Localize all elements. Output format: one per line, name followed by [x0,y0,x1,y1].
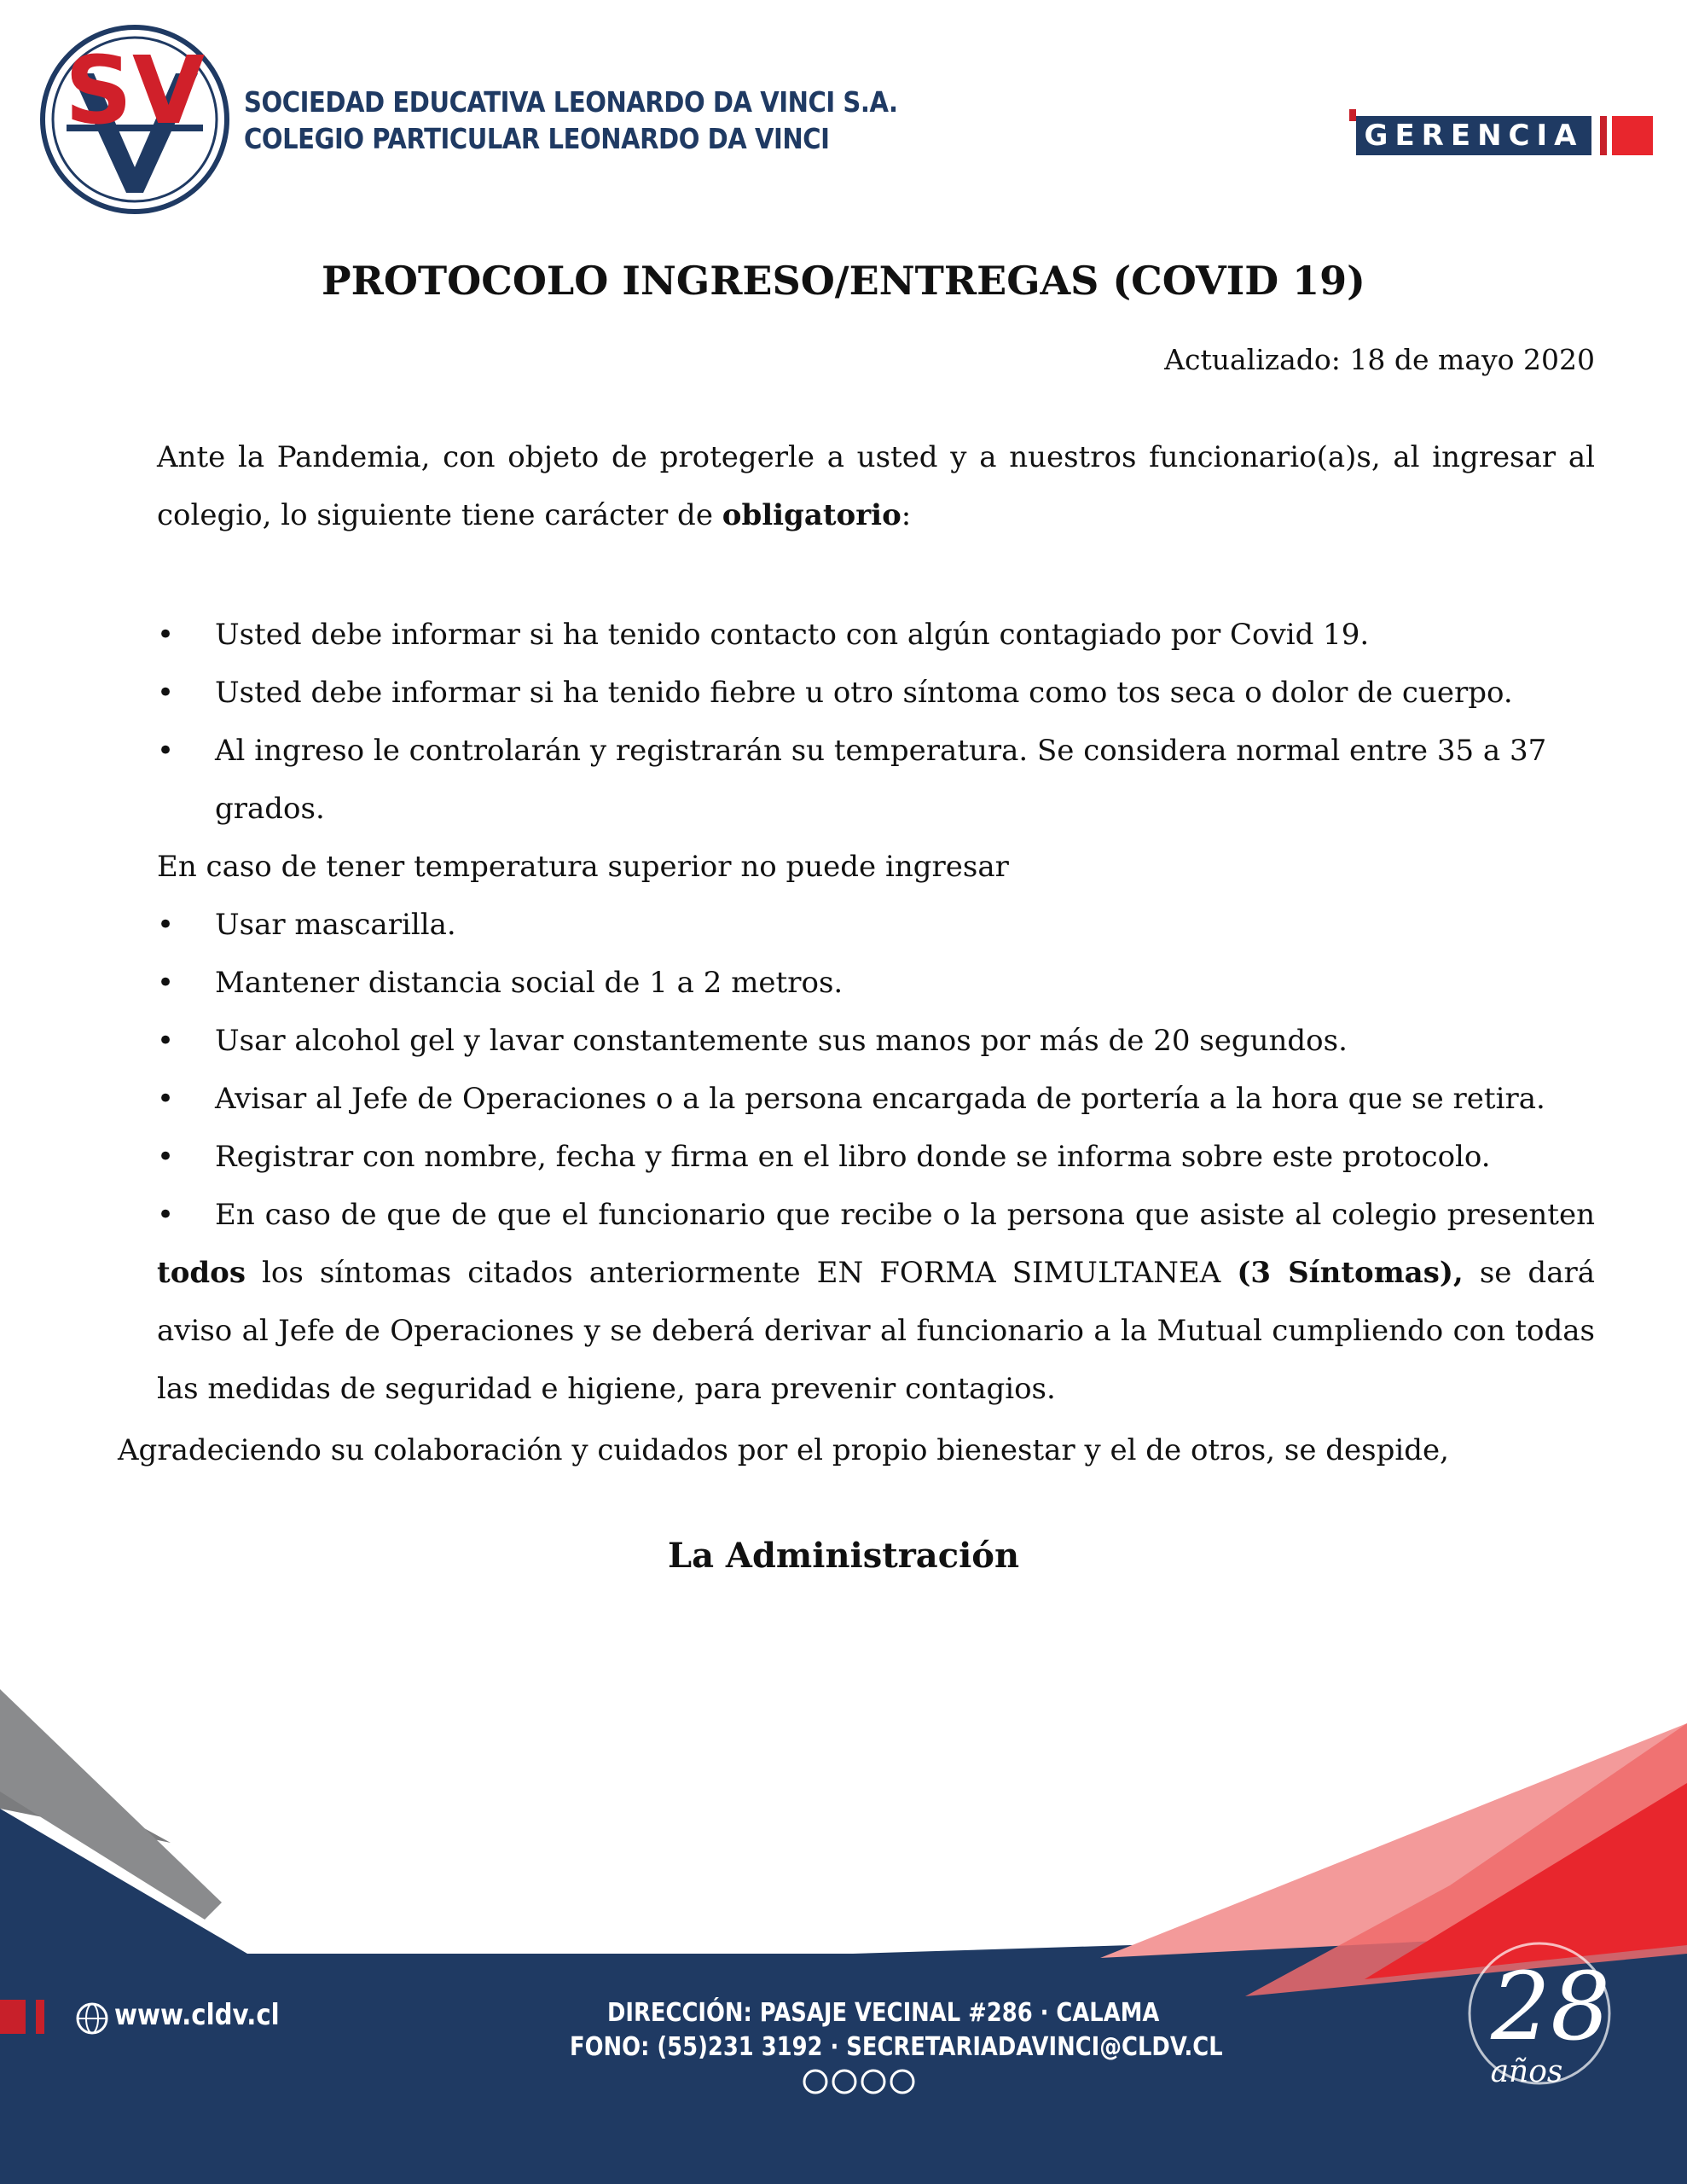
globe-icon [75,2001,109,2036]
anniversary-badge [1441,1938,1638,2092]
list-item [157,1128,1595,1186]
list-item [157,1070,1595,1128]
facebook-icon [804,2071,826,2093]
closing-text: Agradeciendo su colaboración y cuidados por el propio bienestar y el de otros, se despide, [118,1433,1449,1467]
bullet-text: Mantener distancia social de 1 a 2 metros. [215,966,844,1000]
instagram-icon [833,2071,855,2093]
twitter-icon [862,2071,884,2093]
school-logo [38,22,232,217]
website-link[interactable]: www.cldv.cl [114,1998,280,2032]
bullet-text: Al ingreso le controlarán y registrarán su temperatura. Se considera normal entre 35 a 37 grados. [215,734,1547,826]
list-item [157,1012,1595,1070]
bullet-dot: • [157,618,175,652]
bullet-text: Usted debe informar si ha tenido contacto con algún contagiado por Covid 19. [215,618,1370,652]
intro-paragraph [157,428,1595,544]
list-item [157,954,1595,1012]
symptoms-text-1: En caso de que de que el funcionario que recibe o la persona que asiste al colegio presenten [215,1198,1595,1232]
badge-label: GERENCIA [1356,116,1591,155]
bullet-text: Registrar con nombre, fecha y firma en el libro donde se informa sobre este protocolo. [215,1140,1491,1174]
intro-text: Ante la Pandemia, con objeto de protegerle a usted y a nuestros funcionario(a)s, al ingresar al colegio, lo siguiente tiene carácter de [157,440,1595,532]
logo-letters: SV [64,36,206,145]
bullet-text: Usted debe informar si ha tenido fiebre u otro síntoma como tos seca o dolor de cuerpo. [215,676,1513,710]
list-item [157,896,1595,954]
symptoms-text-2: los síntomas citados anteriormente EN FORMA SIMULTANEA [245,1256,1238,1290]
badge-block [1612,116,1653,155]
symptoms-bold-2: (3 Síntomas), [1237,1256,1464,1290]
social-icons [802,2068,918,2095]
bullet-dot: • [157,1140,175,1174]
org-line-2: COLEGIO PARTICULAR LEONARDO DA VINCI [244,122,830,155]
list-item-symptoms [157,1186,1595,1418]
intro-bold: obligatorio [722,498,901,532]
bullet-dot: • [157,1198,175,1232]
footer-graphic [0,1672,1687,2184]
contact-line: FONO: (55)231 3192 · SECRETARIADAVINCI@CLDV.CL [570,2032,1223,2062]
bullet-text: Usar alcohol gel y lavar constantemente sus manos por más de 20 segundos. [215,1024,1348,1058]
bullet-text: Usar mascarilla. [215,908,456,942]
youtube-icon [891,2071,913,2093]
address-line: DIRECCIÓN: PASAJE VECINAL #286 · CALAMA [607,1998,1160,2028]
badge-accent [1349,109,1356,121]
list-item [157,722,1595,838]
bullet-text: Avisar al Jefe de Operaciones o a la persona encargada de portería a la hora que se retira. [215,1082,1545,1116]
bullet-dot: • [157,734,175,768]
symptoms-bold-1: todos [157,1256,246,1290]
signature: La Administración [667,1536,1020,1576]
badge-stripe [1600,116,1607,155]
gerencia-badge [1349,109,1653,157]
anniversary-word: años [1490,2054,1563,2089]
anniversary-number: 28 [1491,1952,1610,2061]
list-item [157,664,1595,722]
document-title: PROTOCOLO INGRESO/ENTREGAS (COVID 19) [322,258,1365,304]
bullet-dot: • [157,1082,175,1116]
list-item [157,606,1595,664]
bullet-dot: • [157,908,175,942]
bullet-dot: • [157,966,175,1000]
symptoms-text-3: se dará aviso al Jefe de Operaciones y se deberá derivar al funcionario a la Mutual cumpliendo con todas las medidas de seguridad e higiene, para prevenir contagios. [157,1256,1595,1406]
bullet-dot: • [157,676,175,710]
organization-name [244,84,898,157]
org-line-1: SOCIEDAD EDUCATIVA LEONARDO DA VINCI S.A. [244,85,898,119]
intro-end: : [901,498,912,532]
bullet-dot: • [157,1024,175,1058]
updated-date: Actualizado: 18 de mayo 2020 [1164,343,1595,376]
temperature-note: En caso de tener temperatura superior no puede ingresar [157,850,1009,884]
rules-list [157,606,1595,1418]
